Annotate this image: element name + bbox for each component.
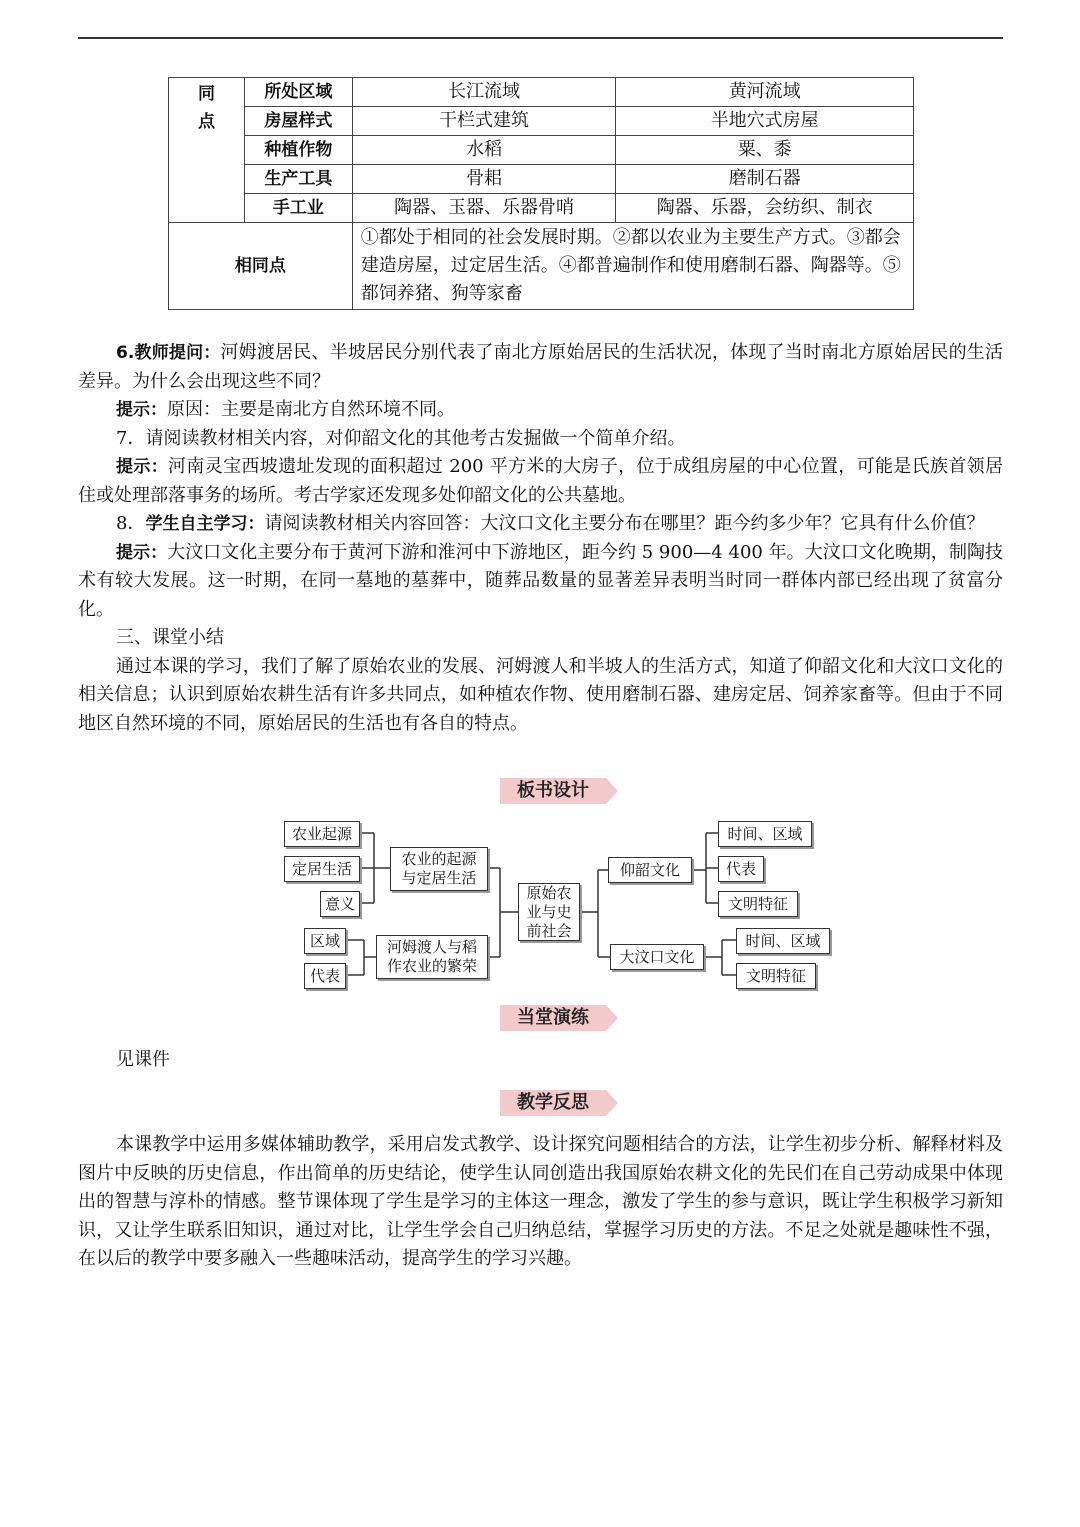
questions-section bbox=[78, 339, 1003, 738]
q7-hint: 河南灵宝西坡遗址发现的面积超过 200 平方米的大房子，位于成组房屋的中心位置，可能是氏族首领居住或处理部落事务的场所。考古学家还发现多处仰韶文化的公共墓地。 bbox=[78, 456, 1004, 506]
hemudu-cell: 长江流域 bbox=[352, 78, 616, 107]
reflection-text: 本课教学中运用多媒体辅助教学，采用启发式教学、设计探究问题相结合的方法，让学生初步分析、解释材料及图片中反映的历史信息，作出简单的历史结论，使学生认同创造出我国原始农耕文化的先民们在自己劳动成果中体现出的智慧与淳朴的情感。整节课体现了学生是学习的主体这一理念，激发了学生的参与意识，既让学生积极学习新知识，又让学生联系旧知识，通过对比，让学生学会自己归纳总结，掌握学习历史的方法。不足之处就是趣味性不强，在以后的教学中要多融入一些趣味活动，提高学生的学习兴趣。 bbox=[78, 1134, 1003, 1269]
hint-label: 提示： bbox=[116, 542, 168, 563]
banpo-cell: 粟、黍 bbox=[616, 136, 914, 165]
hemudu-cell: 骨耜 bbox=[352, 165, 616, 194]
practice-section bbox=[78, 1046, 1003, 1075]
node-center: 原始农业与史前社会 bbox=[518, 883, 580, 941]
q7-hint-paragraph bbox=[78, 453, 1003, 510]
node-left-bottom: 河姆渡人与稻作农业的繁荣 bbox=[376, 935, 488, 979]
q8-num: 8． bbox=[116, 513, 146, 534]
node-dawenkou-time: 时间、区域 bbox=[736, 928, 830, 954]
diff-label-text: 同点 bbox=[197, 84, 215, 132]
node-representative: 代表 bbox=[304, 963, 346, 989]
q8-hint: 大汶口文化主要分布于黄河下游和淮河中下游地区，距今约 5 900—4 400 年。大汶口文化晚期，制陶技术有较大发展。这一时期，在同一墓地的墓葬中，随葬品数量的显著差异表明当时同一群体内部已经出现了贫富分化。 bbox=[78, 541, 1004, 620]
q8-text: 请阅读教材相关内容回答：大汶口文化主要分布在哪里？距今约多少年？它具有什么价值？ bbox=[264, 513, 985, 534]
board-design-banner bbox=[500, 778, 618, 804]
banpo-cell: 黄河流域 bbox=[616, 78, 914, 107]
q6-label: 6.教师提问： bbox=[116, 343, 221, 363]
q8-label: 学生自主学习： bbox=[145, 514, 265, 534]
node-left-top: 农业的起源与定居生活 bbox=[390, 847, 488, 891]
diff-label bbox=[169, 78, 245, 223]
banpo-cell: 陶器、乐器，会纺织、制衣 bbox=[616, 194, 914, 223]
node-agri-origin: 农业起源 bbox=[284, 821, 360, 847]
table-row bbox=[169, 194, 914, 223]
node-region: 区域 bbox=[304, 928, 346, 954]
node-yangshao-rep: 代表 bbox=[718, 856, 764, 882]
banner-label: 教学反思 bbox=[517, 1092, 589, 1113]
table-row bbox=[169, 165, 914, 194]
reflection-section bbox=[78, 1131, 1003, 1274]
hemudu-cell: 水稻 bbox=[352, 136, 616, 165]
banpo-cell: 磨制石器 bbox=[616, 165, 914, 194]
banner-label: 当堂演练 bbox=[517, 1007, 589, 1028]
header-rule bbox=[78, 37, 1003, 39]
practice-banner bbox=[500, 1005, 618, 1031]
row-label: 所处区域 bbox=[244, 78, 352, 107]
q6-hint: 原因：主要是南北方自然环境不同。 bbox=[167, 399, 455, 420]
node-settled-life: 定居生活 bbox=[284, 856, 360, 882]
banpo-cell: 半地穴式房屋 bbox=[616, 107, 914, 136]
q8-hint-paragraph bbox=[78, 539, 1003, 625]
row-label: 种植作物 bbox=[244, 136, 352, 165]
table-row bbox=[169, 136, 914, 165]
q7-paragraph: 7．请阅读教材相关内容，对仰韶文化的其他考古发掘做一个简单介绍。 bbox=[116, 427, 686, 449]
same-label: 相同点 bbox=[169, 223, 353, 310]
q6-paragraph bbox=[78, 339, 1003, 396]
summary-heading: 三、课堂小结 bbox=[116, 627, 224, 648]
row-label: 手工业 bbox=[244, 194, 352, 223]
q8-paragraph bbox=[78, 510, 1003, 539]
hint-label: 提示： bbox=[116, 457, 169, 477]
hemudu-cell: 陶器、玉器、乐器骨哨 bbox=[352, 194, 616, 223]
node-yangshao-time: 时间、区域 bbox=[718, 821, 812, 847]
summary-text: 通过本课的学习，我们了解了原始农业的发展、河姆渡人和半坡人的生活方式，知道了仰韶文化和大汶口文化的相关信息；认识到原始农耕生活有许多共同点，如种植农作物、使用磨制石器、建房定居、饲养家畜等。但由于不同地区自然环境的不同，原始居民的生活也有各自的特点。 bbox=[78, 655, 1003, 734]
q6-text: 河姆渡居民、半坡居民分别代表了南北方原始居民的生活状况，体现了当时南北方原始居民的生活差异。为什么会出现这些不同？ bbox=[78, 342, 1003, 392]
hemudu-cell: 干栏式建筑 bbox=[352, 107, 616, 136]
node-significance: 意义 bbox=[320, 891, 360, 917]
comparison-table bbox=[168, 77, 914, 310]
node-yangshao-features: 文明特征 bbox=[718, 891, 798, 917]
row-label: 生产工具 bbox=[244, 165, 352, 194]
table-row bbox=[169, 78, 914, 107]
node-dawenkou-features: 文明特征 bbox=[736, 963, 816, 989]
q6-hint-paragraph bbox=[78, 396, 1003, 425]
table-row bbox=[169, 223, 914, 310]
node-yangshao: 仰韶文化 bbox=[608, 857, 692, 883]
reflection-banner bbox=[500, 1090, 618, 1116]
hint-label: 提示： bbox=[116, 400, 167, 420]
board-diagram bbox=[276, 815, 836, 995]
table-row bbox=[169, 107, 914, 136]
same-points-text: ①都处于相同的社会发展时期。②都以农业为主要生产方式。③都会建造房屋，过定居生活。④都普遍制作和使用磨制石器、陶器等。⑤都饲养猪、狗等家畜 bbox=[352, 223, 913, 310]
banner-label: 板书设计 bbox=[517, 780, 589, 801]
node-dawenkou: 大汶口文化 bbox=[610, 944, 704, 970]
row-label: 房屋样式 bbox=[244, 107, 352, 136]
practice-text: 见课件 bbox=[116, 1049, 170, 1070]
